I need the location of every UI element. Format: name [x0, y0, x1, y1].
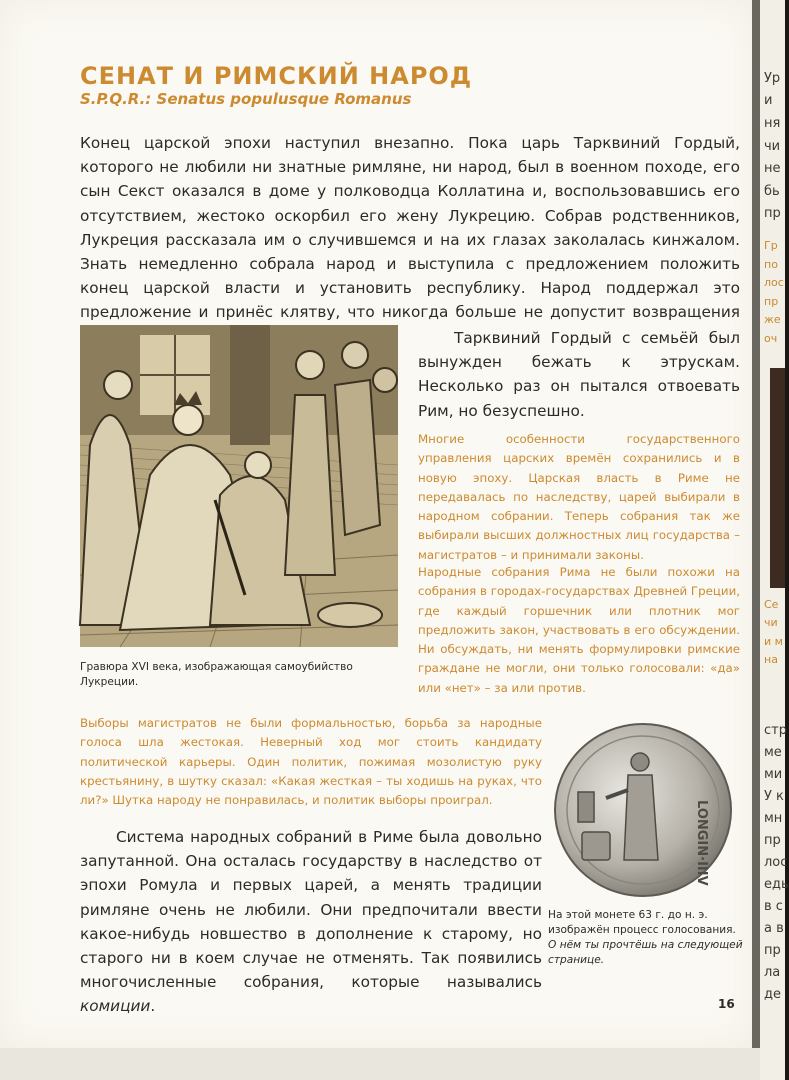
- sidebar-note-governance: Многие особенности государственного управления царских времён сохранились и в новую эпоху. Царская власть в Риме не передавалась по наследству, царей выбирали в народном собрании. Теперь собрания так же выбирали высших должностных лиц государства – магистратов – и принимали законы.: [418, 432, 740, 562]
- next-page-fragment: чи: [764, 616, 778, 629]
- assemblies-end: .: [150, 997, 156, 1016]
- next-page-fragment: ня: [764, 116, 781, 131]
- sidebar-note-elections: Выборы магистратов не были формальностью, борьба за народные голоса шла жестокая. Неверный ход мог стоить кандидату политической карьеры. Один политик, пожимая мозолистую руку крестьянину, в шутку сказал: «Какая жесткая – ты ходишь на руках, что ли?» Шутка народу не понравилась, и политик выборы проиграл.: [80, 716, 542, 808]
- engraving-caption: Гравюра XVI века, изображающая самоубийство Лукреции.: [80, 661, 353, 688]
- next-page-fragment: же: [764, 313, 781, 326]
- next-page-fragment: пр: [764, 833, 781, 848]
- next-page-fragment: едь: [764, 877, 789, 892]
- next-page-fragment: лос: [764, 855, 788, 870]
- assemblies-paragraph: [80, 825, 542, 1019]
- next-page-fragment: по: [764, 258, 778, 271]
- next-page-fragment: а в: [764, 921, 784, 936]
- tarquin-paragraph: Тарквиний Гордый с семьёй был вынужден бежать к этрускам. Несколько раз он пытался отвоевать Рим, но безуспешно.: [418, 329, 740, 420]
- next-page-fragment: бь: [764, 184, 780, 199]
- assemblies-text: Система народных собраний в Риме была довольно запутанной. Она осталась государству в наследство от эпохи Ромула и первых царей, а менять традиции римляне очень не любили. Они предпочитали ввести какое-нибудь новшество в дополнение к старому, но старого ни в коем случае не отменять. Так появились многочисленные собрания, которые назывались: [80, 828, 542, 992]
- page-subtitle: S.P.Q.R.: Senatus populusque Romanus: [80, 90, 412, 108]
- next-page-fragment: ла: [764, 965, 781, 980]
- next-page-fragment: Ур: [764, 71, 781, 86]
- next-page-fragment: пр: [764, 206, 781, 221]
- sidebar-note-assemblies: Народные собрания Рима не были похожи на собрания в городах-государствах Древней Греции, где каждый горшечник или плотник мог предложить закон, участвовать в его обсуждении. Ни обсуждать, ни менять формулировки римские граждане не могли, они только голосовали: «да» или «нет» – за или против.: [418, 565, 740, 695]
- coin-caption-italic: О нём ты прочтёшь на следующей странице.: [548, 939, 743, 966]
- next-page-fragment: и: [764, 93, 773, 108]
- next-page-fragment: оч: [764, 332, 778, 345]
- next-page-fragment: на: [764, 653, 778, 666]
- next-page-fragment: У к: [764, 789, 784, 804]
- next-page-fragment: не: [764, 161, 781, 176]
- engraving-illustration: [80, 325, 398, 647]
- next-page-fragment: Се: [764, 598, 779, 611]
- coin-caption: [548, 908, 743, 968]
- page-number: 16: [718, 997, 735, 1011]
- next-page-fragment: и м: [764, 635, 783, 648]
- next-page-strip: [760, 0, 789, 1080]
- next-page-fragment: в с: [764, 899, 783, 914]
- coin-illustration: [548, 720, 738, 900]
- next-page-fragment: ми: [764, 767, 783, 782]
- next-page-fragment: де: [764, 987, 781, 1002]
- scanner-bed: [0, 1048, 760, 1080]
- page-title: СЕНАТ И РИМСКИЙ НАРОД: [80, 62, 473, 90]
- next-page-fragment: мн: [764, 811, 783, 826]
- roman-coin: [548, 720, 738, 900]
- next-page-fragment: Гр: [764, 239, 778, 252]
- next-page-fragment: лос: [764, 276, 784, 289]
- coin-legend: LONGIN·IIIV: [694, 800, 709, 886]
- comitia-term: комиции: [80, 997, 151, 1016]
- intro-paragraph: Конец царской эпохи наступил внезапно. Пока царь Тарквиний Гордый, которого не любили ни знатные римляне, ни народ, был в военном походе, его сын Секст оказался в доме у полководца Коллатина и, воспользовавшись его отсутствием, жестоко оскорбил его жену Лукрецию. Собрав родственников, Лукреция рассказала им о случившемся и на их глазах заколалась кинжалом. Знать немедленно собрала народ и выступила с предложением положить конец царской власти и установить республику. Народ поддержал это предложение и принёс клятву, что никогда больше не допустит возвращения: [80, 134, 740, 322]
- coin-caption-main: На этой монете 63 г. до н. э. изображён процесс голосования.: [548, 909, 736, 936]
- next-page-fragment: ме: [764, 745, 782, 760]
- next-page-fragment: стр: [764, 723, 787, 738]
- next-page-fragment: пр: [764, 943, 781, 958]
- next-page-fragment: чи: [764, 139, 781, 154]
- lucretia-engraving: [80, 325, 398, 647]
- next-page-fragment: пр: [764, 295, 779, 308]
- next-page-image: [770, 368, 785, 588]
- page-edge: [752, 0, 760, 1048]
